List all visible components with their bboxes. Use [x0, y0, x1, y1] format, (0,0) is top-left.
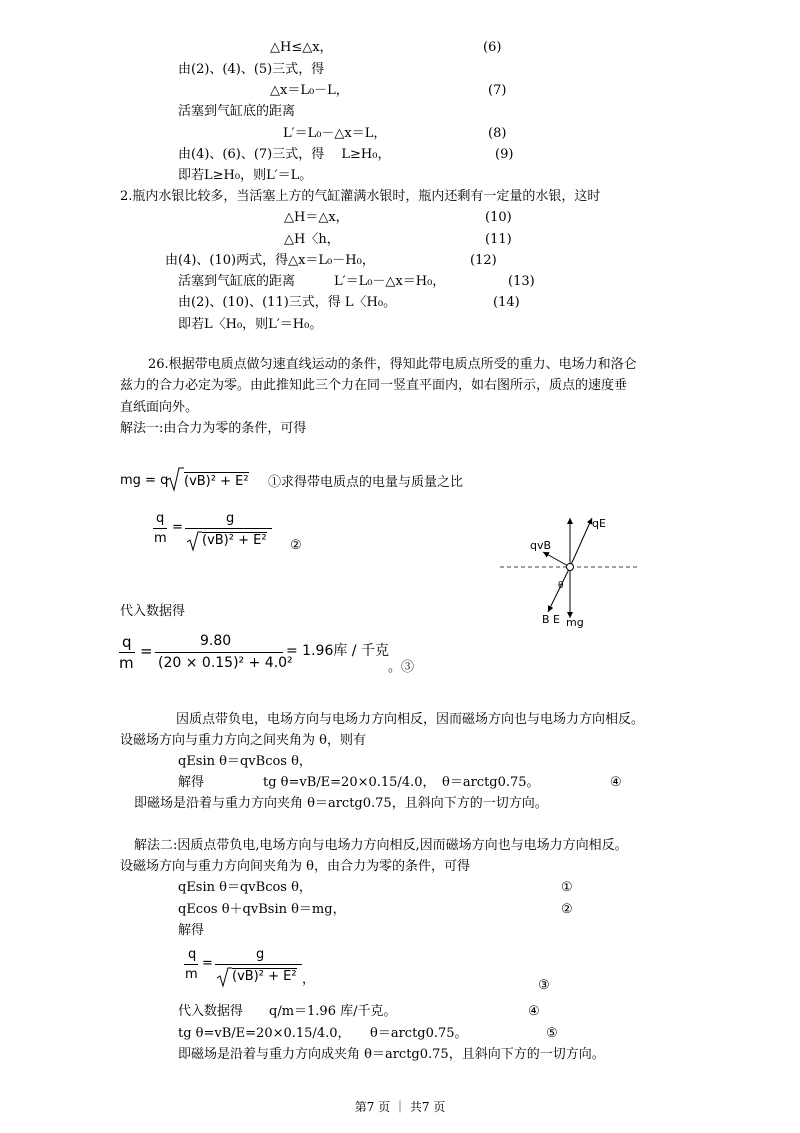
force-arrow-qvB [543, 552, 570, 567]
solution-heading: 解法一:由合力为零的条件，可得 [120, 421, 307, 436]
page-footer: 第7 页 ｜ 共7 页 [354, 1100, 446, 1114]
label-mg: mg [566, 616, 584, 629]
fraction-numerator: 9.80 [200, 633, 232, 649]
equation-number: ③ [538, 978, 550, 993]
paragraph-line: 即磁场是沿着与重力方向成夹角 θ＝arctg0.75，且斜向下方的一切方向。 [178, 1047, 605, 1062]
label-theta: θ [558, 581, 564, 591]
text-line: △H≤△x， [270, 40, 333, 55]
label-BE: B E [542, 613, 560, 626]
fraction-denominator: (vB)² + E² [232, 969, 297, 984]
equation-note: ①求得带电质点的电量与质量之比 [268, 475, 464, 490]
fraction-numerator: q [122, 633, 132, 651]
text-line: 代入数据得 q/m＝1.96 库/千克。 [178, 1004, 397, 1019]
solution-heading: 解法二:因质点带负电,电场方向与电场力方向相反,因而磁场方向也与电场力方向相反。 [134, 838, 628, 853]
fraction-bar [215, 964, 302, 965]
equation-number: (8) [488, 126, 507, 141]
text-line: 即若L≥H₀，则L′＝L。 [178, 168, 313, 183]
fraction-denominator: m [154, 531, 167, 546]
punctuation: ， [302, 972, 316, 987]
fraction-denominator: (vB)² + E² [202, 533, 267, 548]
equation-number: 。③ [388, 660, 415, 675]
label-qvB: qvB [530, 539, 552, 552]
equals-sign: = [202, 956, 213, 971]
text-line: 即若L〈H₀，则L′＝H₀。 [178, 317, 323, 332]
equation-number: ④ [528, 1004, 540, 1019]
paragraph-line: 因质点带负电，电场方向与电场力方向相反，因而磁场方向也与电场力方向相反。 [176, 712, 645, 727]
fraction-denominator: (20 × 0.15)² + 4.0² [158, 655, 293, 671]
equation-number: (7) [488, 83, 507, 98]
radical-sign [166, 466, 184, 492]
text-line: qEsin θ＝qvBcos θ， [178, 754, 312, 769]
text-line: qEsin θ＝qvBcos θ， [178, 880, 312, 895]
fraction-numerator: g [256, 947, 265, 962]
equation-number: ① [561, 880, 573, 895]
text-line: 代入数据得 [120, 604, 186, 619]
equals-sign: = [140, 642, 153, 660]
paragraph-line: 即磁场是沿着与重力方向夹角 θ＝arctg0.75，且斜向下方的一切方向。 [134, 796, 548, 811]
text-line: tg θ=vB/E=20×0.15/4.0， θ＝arctg0.75。 [263, 775, 540, 790]
fraction-bar [119, 652, 135, 653]
text-line: △H＝△x， [284, 210, 349, 225]
equals-sign: = [172, 520, 183, 535]
label-qE: qE [592, 517, 606, 530]
equation-number: (12) [470, 253, 497, 268]
text-line: 活塞到气缸底的距离 L′＝L₀－△x＝H₀， [178, 274, 446, 289]
force-arrow-qE [570, 518, 592, 567]
text-line: 由(4)、(6)、(7)三式，得 L≥H₀， [178, 147, 391, 162]
equation-number: (14) [493, 295, 520, 310]
equation-number: ② [561, 902, 573, 917]
paragraph-line: 26.根据带电质点做匀速直线运动的条件，得知此带电质点所受的重力、电场力和洛仑 [148, 357, 637, 372]
equation-number: ⑤ [546, 1026, 558, 1041]
fraction-bar [155, 652, 283, 653]
equation-result: = 1.96库 / 千克 [286, 643, 389, 659]
text-line: 活塞到气缸底的距离 [178, 104, 296, 119]
radical-sign [216, 966, 232, 988]
paragraph-line: 直纸面向外。 [120, 400, 199, 415]
fraction-denominator: m [119, 654, 134, 672]
text-line: qEcos θ＋qvBsin θ＝mg， [178, 902, 346, 917]
text-line: △x＝L₀－L， [270, 83, 349, 98]
text-line: 由(4)、(10)两式，得△x＝L₀－H₀， [165, 253, 375, 268]
text-line: L′＝L₀－△x＝L， [283, 126, 387, 141]
equation-number: (9) [495, 147, 514, 162]
equation-number: (6) [483, 40, 502, 55]
paragraph-line: 设磁场方向与重力方向间夹角为 θ，由合力为零的条件，可得 [120, 859, 470, 874]
particle [567, 564, 574, 571]
equation-number: (11) [485, 232, 512, 247]
paragraph-line: 兹力的合力必定为零。由此推知此三个力在同一竖直平面内，如右图所示，质点的速度垂 [120, 378, 628, 393]
text-line: 由(2)、(4)、(5)三式，得 [178, 62, 325, 77]
equation-number: (13) [508, 274, 535, 289]
text-line: 由(2)、(10)、(11)三式，得 L〈H₀。 [178, 295, 397, 310]
text-line: 解得 [178, 775, 205, 790]
fraction-bar [185, 528, 272, 529]
fraction-bar [153, 528, 167, 529]
fraction-bar [184, 964, 198, 965]
paragraph-line: 设磁场方向与重力方向之间夹角为 θ，则有 [120, 733, 366, 748]
fraction-numerator: q [188, 947, 197, 962]
force-diagram [500, 508, 640, 634]
equation-number: ④ [610, 775, 622, 790]
equation-number: (10) [485, 210, 512, 225]
text-line: 解得 [178, 923, 205, 938]
fraction-numerator: g [226, 511, 235, 526]
fraction-denominator: m [185, 967, 198, 982]
radical-sign [186, 530, 202, 552]
fraction-numerator: q [156, 511, 165, 526]
text-line: △H〈h， [284, 232, 340, 247]
text-line: 2.瓶内水银比较多，当活塞上方的气缸灌满水银时，瓶内还剩有一定量的水银，这时 [120, 189, 601, 204]
equation-lhs: mg = q [120, 473, 169, 488]
text-line: tg θ=vB/E=20×0.15/4.0， θ＝arctg0.75。 [178, 1026, 468, 1041]
equation-number: ② [290, 538, 302, 553]
radicand: (vB)² + E² [184, 474, 249, 489]
